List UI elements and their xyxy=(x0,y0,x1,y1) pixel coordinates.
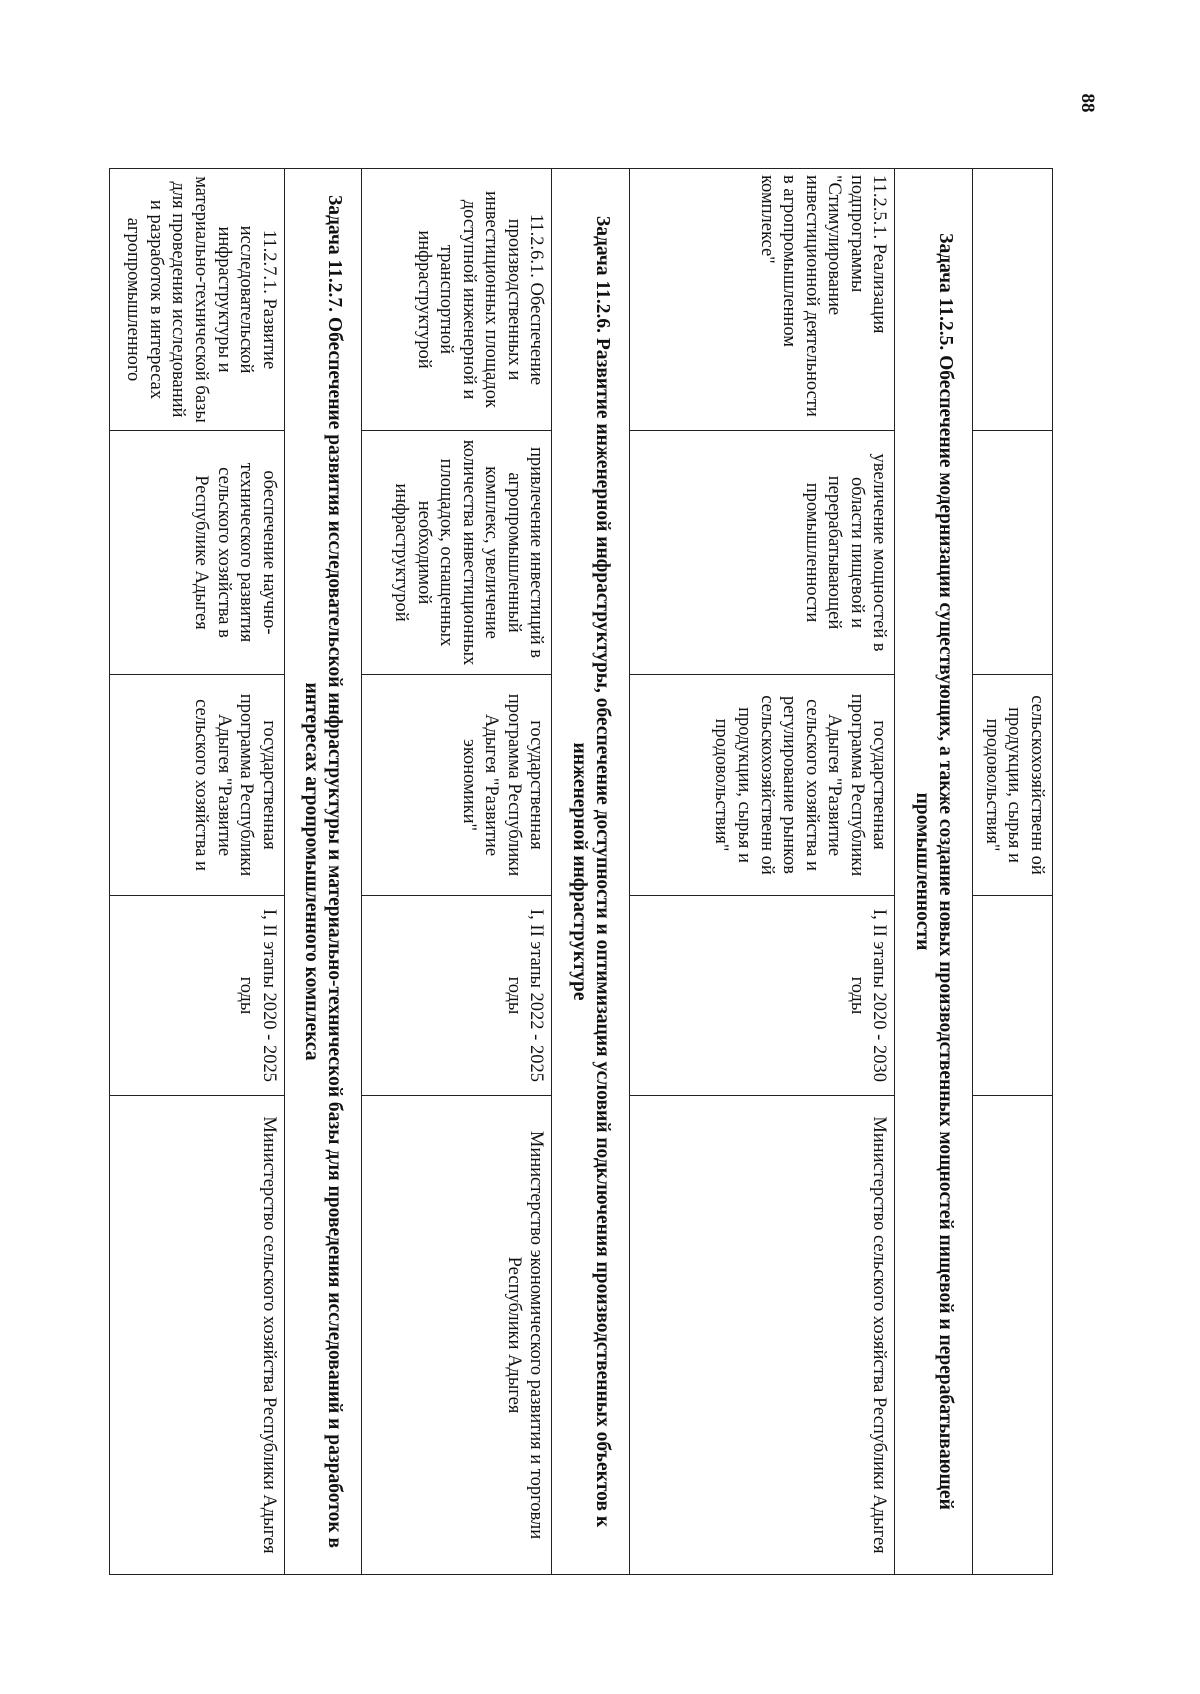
cell-activity xyxy=(972,169,1052,431)
cell-program: государственная программа Республики Адыгея "Развитие экономики" xyxy=(362,675,552,896)
cell-result: увеличение мощностей в области пищевой и перерабатывающей промышленности xyxy=(629,431,895,675)
cell-result: обеспечение научно-технического развития сельского хозяйства в Республике Адыгея xyxy=(110,431,285,675)
cell-program: сельскохозяйственн ой продукции, сырья и продовольствия" xyxy=(972,675,1052,896)
table-row-continuation xyxy=(972,169,1052,1575)
task-title: Задача 11.2.6. Развитие инженерной инфраструктуры, обеспечение доступности и оптимизация условий подключения производственных объектов к инженерной инфраструктуре xyxy=(552,169,629,1575)
task-header-11-2-7 xyxy=(284,169,361,1575)
cell-period: I, II этапы 2022 - 2025 годы xyxy=(362,896,552,1096)
cell-period xyxy=(972,896,1052,1096)
table-row-11-2-5-1 xyxy=(629,169,895,1575)
task-title: Задача 11.2.5. Обеспечение модернизации существующих, а также создание новых производственных мощностей пищевой и перерабатывающей промышленности xyxy=(895,169,972,1575)
cell-program: государственная программа Республики Адыгея "Развитие сельского хозяйства и xyxy=(110,675,285,896)
cell-program: государственная программа Республики Адыгея "Развитие сельского хозяйства и регулирование рынков сельскохозяйственн ой продукции, сырья и продовольствия" xyxy=(629,675,895,896)
cell-period: I, II этапы 2020 - 2025 годы xyxy=(110,896,285,1096)
task-header-11-2-5 xyxy=(895,169,972,1575)
task-title: Задача 11.2.7. Обеспечение развития исследовательской инфраструктуры и материально-технической базы для проведения исследований и разработок в интересах агропромышленного комплекса xyxy=(284,169,361,1575)
cell-executor: Министерство сельского хозяйства Республики Адыгея xyxy=(629,1096,895,1575)
plan-table xyxy=(109,168,1053,1575)
table-row-11-2-6-1 xyxy=(362,169,552,1575)
cell-activity: 11.2.5.1. Реализация подпрограммы "Стимулирование инвестиционной деятельности в агропромышленном комплексе" xyxy=(629,169,895,431)
cell-executor xyxy=(972,1096,1052,1575)
cell-activity: 11.2.7.1. Развитие исследовательской инфраструктуры и материально-технической базы для проведения исследований и разработок в интересах агропромышленного xyxy=(110,169,285,431)
cell-result xyxy=(972,431,1052,675)
cell-activity: 11.2.6.1. Обеспечение производственных и инвестиционных площадок доступной инженерной и транспортной инфраструктурой xyxy=(362,169,552,431)
page-number: 88 xyxy=(1077,93,1098,113)
cell-period: I, II этапы 2020 - 2030 годы xyxy=(629,896,895,1096)
table-row-11-2-7-1 xyxy=(110,169,285,1575)
cell-executor: Министерство экономического развития и торговли Республики Адыгея xyxy=(362,1096,552,1575)
cell-result: привлечение инвестиций в агропромышленный комплекс, увеличение количества инвестиционных площадок, оснащенных необходимой инфраструктурой xyxy=(362,431,552,675)
task-header-11-2-6 xyxy=(552,169,629,1575)
landscape-page xyxy=(109,168,1053,1574)
cell-executor: Министерство сельского хозяйства Республики Адыгея xyxy=(110,1096,285,1575)
